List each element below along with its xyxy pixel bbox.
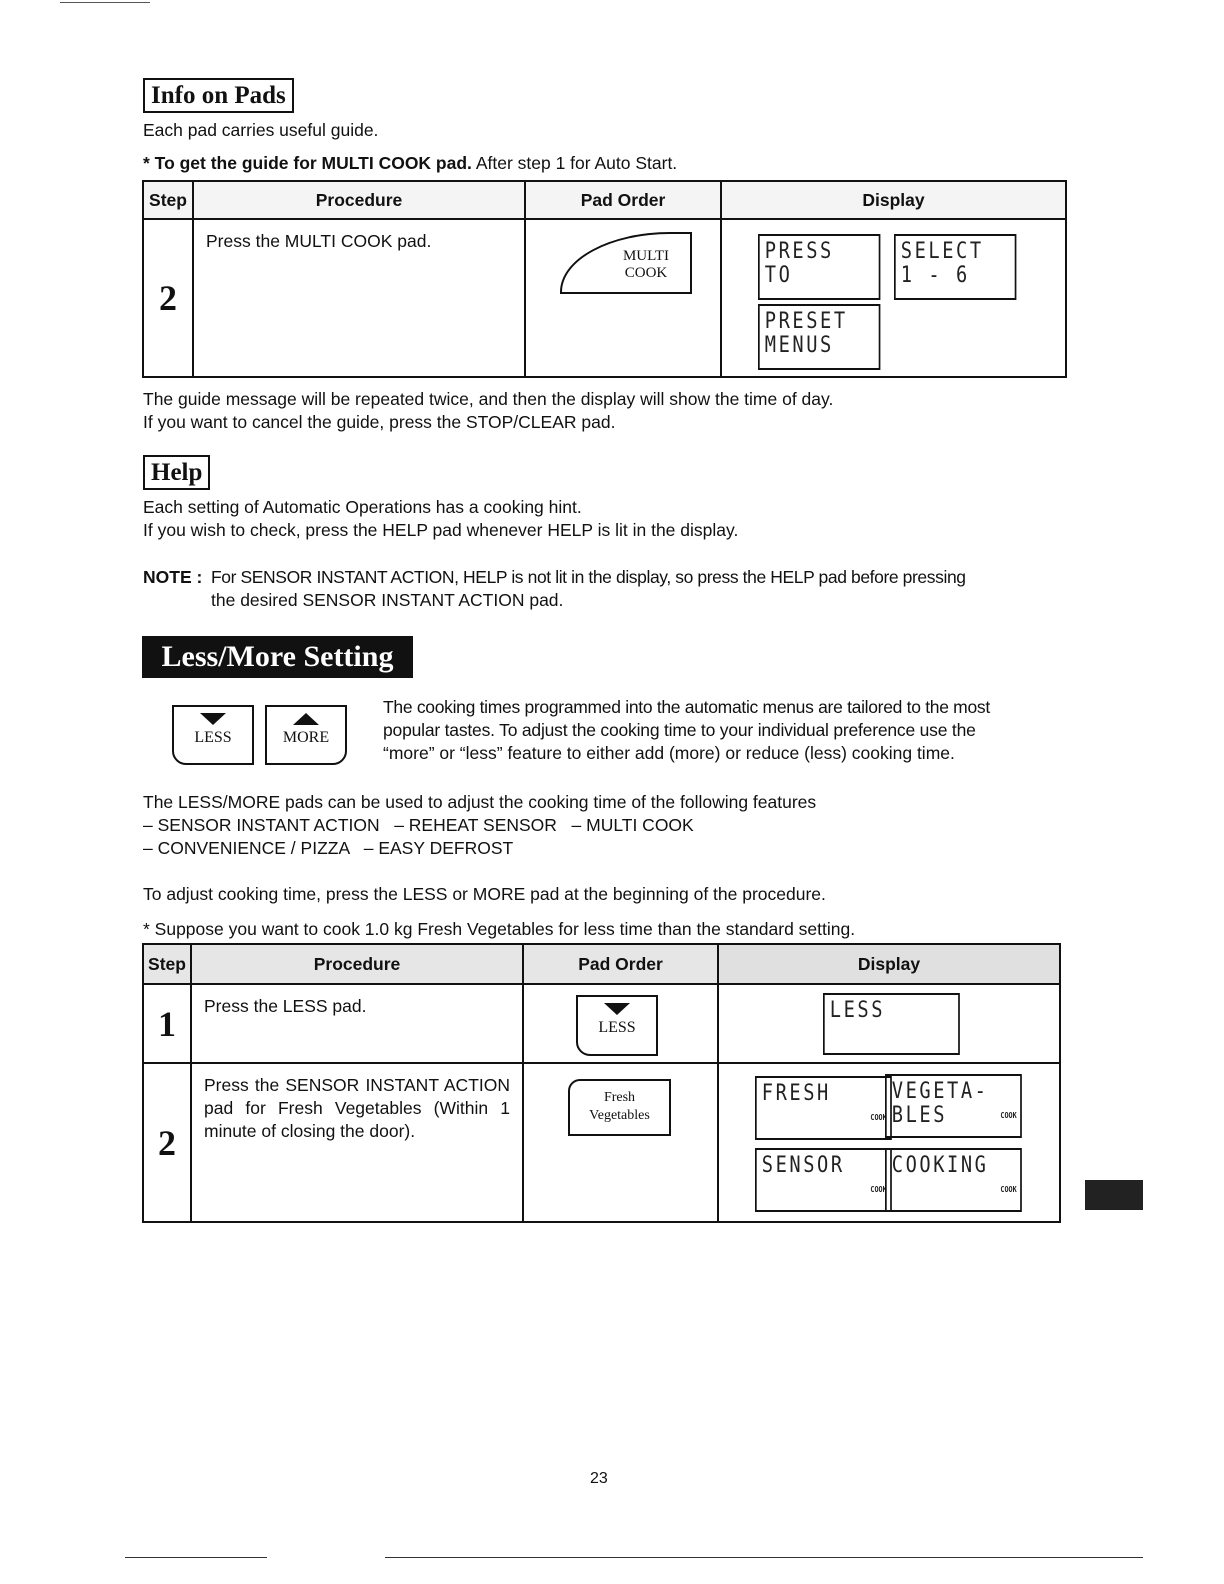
multi-cook-pad bbox=[560, 232, 692, 294]
procedure-text: Press the MULTI COOK pad. bbox=[193, 219, 525, 377]
header-pad-order: Pad Order bbox=[525, 181, 721, 219]
fresh-vegetables-pad bbox=[568, 1079, 671, 1136]
procedure-text: Press the SENSOR INSTANT ACTION pad for Fresh Vegetables (Within 1 minute of closing the door). bbox=[191, 1063, 523, 1222]
header-step: Step bbox=[143, 944, 191, 984]
cook-indicator: COOK bbox=[1000, 1111, 1017, 1120]
lcd-text: SENSOR bbox=[761, 1153, 845, 1178]
lcd-display bbox=[885, 1074, 1022, 1138]
lcd-display bbox=[755, 1076, 892, 1140]
lcd-text: VEGETA- BLES bbox=[891, 1079, 989, 1128]
guide-rest: After step 1 for Auto Start. bbox=[471, 153, 678, 173]
step-number: 2 bbox=[143, 1063, 191, 1222]
procedure-text: Press the LESS pad. bbox=[191, 984, 523, 1063]
less-more-heading: Less/More Setting bbox=[142, 636, 413, 678]
page-edge-tab bbox=[1085, 1180, 1143, 1210]
lessmore-para-3: “more” or “less” feature to either add (more) or reduce (less) cooking time. bbox=[383, 743, 955, 763]
display-cell bbox=[718, 1063, 1060, 1222]
step-number: 2 bbox=[143, 219, 193, 377]
scan-mark bbox=[60, 2, 150, 3]
display-cell bbox=[718, 984, 1060, 1063]
less-pad-icon bbox=[172, 705, 254, 765]
suppose-text: * Suppose you want to cook 1.0 kg Fresh Vegetables for less time than the standard setting. bbox=[143, 919, 856, 939]
pad-label: COOK bbox=[624, 265, 668, 281]
lcd-display: PRESET MENUS bbox=[758, 304, 880, 370]
cook-indicator: COOK bbox=[1000, 1185, 1017, 1194]
adjust-text: To adjust cooking time, press the LESS or MORE pad at the beginning of the procedure. bbox=[143, 884, 826, 904]
guide-note-1: The guide message will be repeated twice, and then the display will show the time of day. bbox=[143, 389, 834, 409]
header-step: Step bbox=[143, 181, 193, 219]
cook-indicator: COOK bbox=[870, 1113, 887, 1122]
guide-note-2: If you want to cancel the guide, press the STOP/CLEAR pad. bbox=[143, 412, 616, 432]
lessmore-para-2: popular tastes. To adjust the cooking time to your individual preference use the bbox=[383, 720, 976, 740]
note-line-2: the desired SENSOR INSTANT ACTION pad. bbox=[211, 590, 564, 610]
pad-cell bbox=[525, 219, 721, 377]
note-label: NOTE : bbox=[143, 567, 203, 587]
lcd-display: SELECT 1 - 6 bbox=[894, 234, 1016, 300]
pad-cell bbox=[523, 984, 718, 1063]
table-row bbox=[143, 984, 1060, 1063]
lessmore-para-1: The cooking times programmed into the automatic menus are tailored to the most bbox=[383, 697, 990, 717]
header-procedure: Procedure bbox=[191, 944, 523, 984]
lcd-display: LESS bbox=[823, 993, 960, 1055]
help-line-1: Each setting of Automatic Operations has a cooking hint. bbox=[143, 497, 582, 517]
cook-indicator: COOK bbox=[870, 1185, 887, 1194]
guide-bold: * To get the guide for MULTI COOK pad. bbox=[143, 153, 472, 173]
multi-cook-table bbox=[142, 180, 1067, 378]
features-line-1: – SENSOR INSTANT ACTION – REHEAT SENSOR – MULTI COOK bbox=[143, 815, 694, 835]
lcd-text: FRESH bbox=[761, 1081, 831, 1106]
help-line-2: If you wish to check, press the HELP pad whenever HELP is lit in the display. bbox=[143, 520, 739, 540]
header-pad-order: Pad Order bbox=[523, 944, 718, 984]
pad-label: Vegetables bbox=[589, 1108, 650, 1123]
pad-label: Fresh bbox=[603, 1090, 636, 1105]
down-triangle-icon bbox=[604, 1003, 630, 1015]
info-intro: Each pad carries useful guide. bbox=[143, 120, 379, 140]
step-number: 1 bbox=[143, 984, 191, 1063]
page-number: 23 bbox=[590, 1470, 608, 1487]
guide-line bbox=[143, 153, 677, 174]
lcd-text: COOKING bbox=[891, 1153, 989, 1178]
lcd-display bbox=[755, 1148, 892, 1212]
display-cell bbox=[721, 219, 1066, 377]
less-pad-icon bbox=[576, 995, 658, 1056]
note-line-1: For SENSOR INSTANT ACTION, HELP is not lit in the display, so press the HELP pad before pressing bbox=[211, 567, 966, 587]
less-setting-table bbox=[142, 943, 1061, 1223]
up-triangle-icon bbox=[293, 713, 319, 725]
features-line-2: – CONVENIENCE / PIZZA – EASY DEFROST bbox=[143, 838, 514, 858]
pad-label: LESS bbox=[598, 1019, 636, 1036]
header-display: Display bbox=[718, 944, 1060, 984]
footer-rule bbox=[385, 1557, 1143, 1558]
footer-rule bbox=[125, 1557, 267, 1558]
pad-label: MULTI bbox=[622, 248, 670, 264]
pad-label: MORE bbox=[282, 729, 330, 746]
lcd-display bbox=[885, 1148, 1022, 1212]
header-procedure: Procedure bbox=[193, 181, 525, 219]
table-row bbox=[143, 1063, 1060, 1222]
pad-cell bbox=[523, 1063, 718, 1222]
help-heading: Help bbox=[143, 455, 210, 490]
info-on-pads-heading: Info on Pads bbox=[143, 78, 294, 113]
pad-label: LESS bbox=[194, 729, 232, 746]
more-pad-icon bbox=[265, 705, 347, 765]
lcd-display: PRESS TO bbox=[758, 234, 880, 300]
down-triangle-icon bbox=[200, 713, 226, 725]
table-row bbox=[143, 219, 1066, 377]
header-display: Display bbox=[721, 181, 1066, 219]
features-intro: The LESS/MORE pads can be used to adjust the cooking time of the following features bbox=[143, 792, 817, 812]
